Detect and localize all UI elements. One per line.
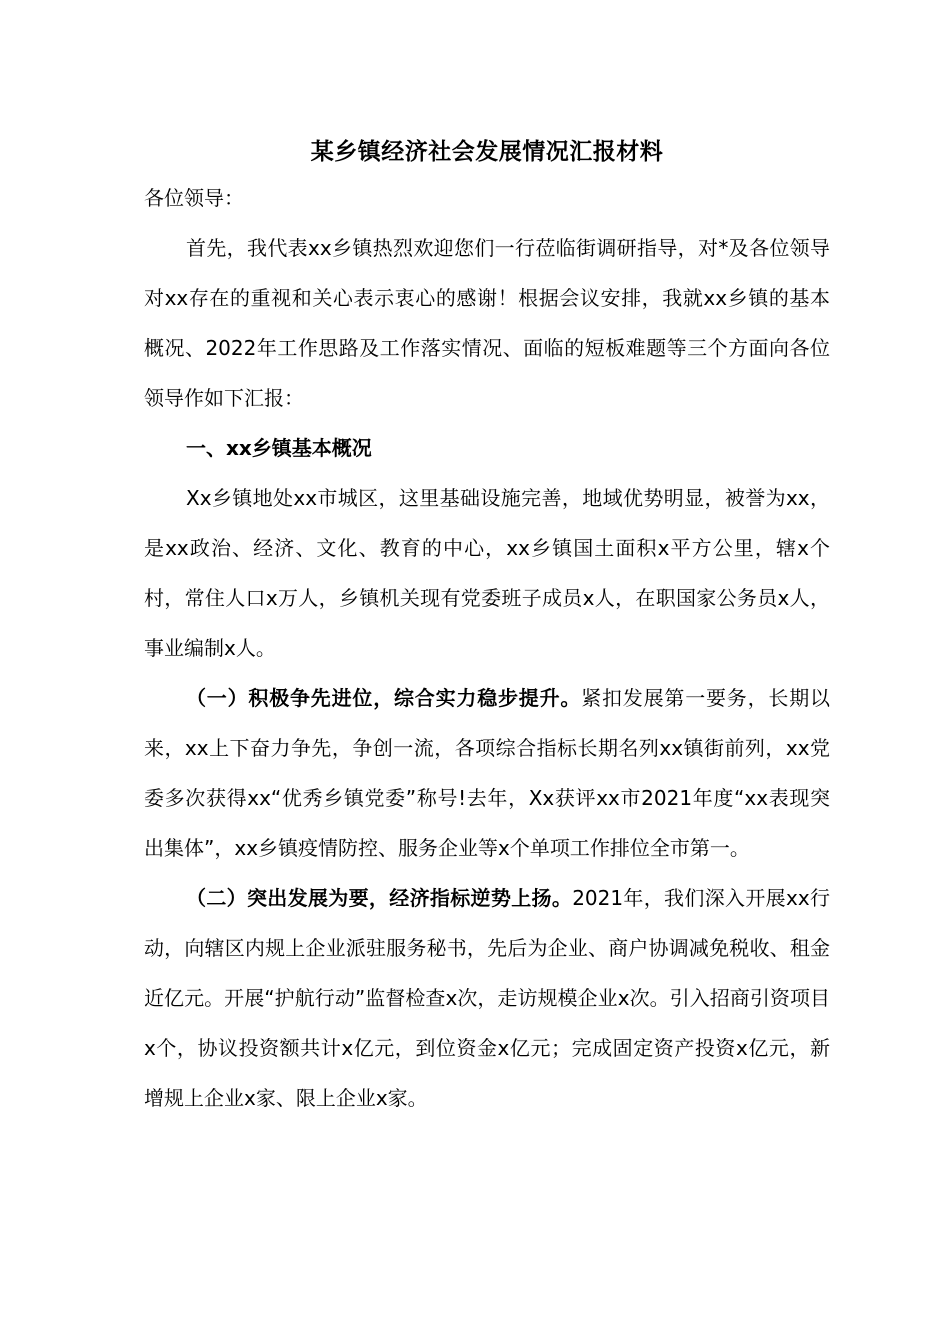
section-basic-overview-body: Xx乡镇地处xx市城区，这里基础设施完善，地域优势明显，被誉为xx，是xx政治、经济、文化、教育的中心，xx乡镇国土面积x平方公里，辖x个村，常住人口x万人，乡镇机关现有党委班子成员x人，在职国家公务员x人，事业编制x人。 [144,486,830,660]
section-heading-basic-overview: 一、xx乡镇基本概况 [186,436,372,460]
subsection-paragraph-2 [144,873,830,1123]
subsection-title-2: （二）突出发展为要，经济指标逆势上扬。 [186,886,573,910]
subsection-body-2: 2021年，我们深入开展xx行动，向辖区内规上企业派驻服务秘书，先后为企业、商户协调减免税收、租金近亿元。开展“护航行动”监督检查x次，走访规模企业x次。引入招商引资项目x个，协议投资额共计x亿元，到位资金x亿元；完成固定资产投资x亿元，新增规上企业x家、限上企业x家。 [144,886,831,1110]
intro-paragraph: 首先，我代表xx乡镇热烈欢迎您们一行莅临街调研指导，对*及各位领导对xx存在的重视和关心表示衷心的感谢！根据会议安排，我就xx乡镇的基本概况、2022年工作思路及工作落实情况、面临的短板难题等三个方面向各位领导作如下汇报： [144,236,830,410]
subsection-paragraph-1 [144,673,830,873]
document-title: 某乡镇经济社会发展情况汇报材料 [310,139,664,165]
document-page [144,128,830,1123]
subsection-body-1: 紧扣发展第一要务，长期以来，xx上下奋力争先，争创一流，各项综合指标长期名列xx镇街前列，xx党委多次获得xx“优秀乡镇党委”称号!去年，Xx获评xx市2021年度“xx表现突出集体”，xx乡镇疫情防控、服务企业等x个单项工作排位全市第一。 [144,686,831,860]
subsection-title-1: （一）积极争先进位，综合实力稳步提升。 [186,686,582,710]
salutation: 各位领导： [144,186,244,210]
